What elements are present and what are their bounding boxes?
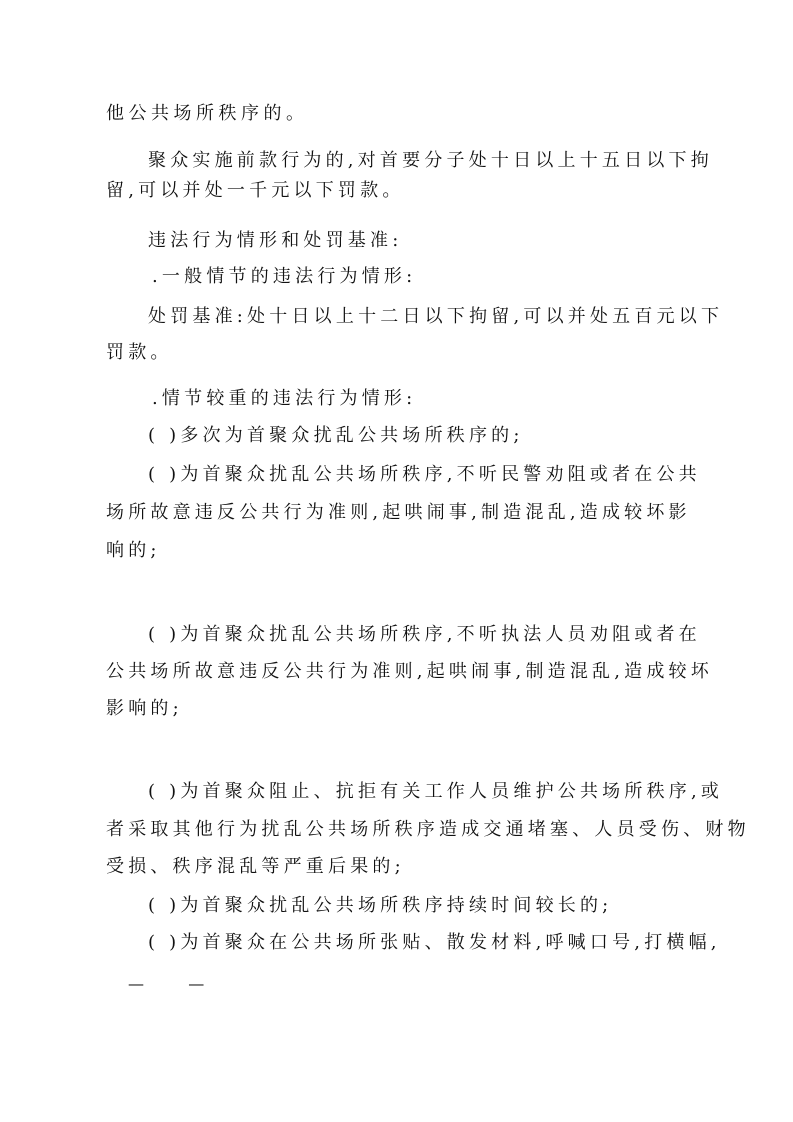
paragraph-line: 聚众实施前款行为的,对首要分子处十日以上十五日以下拘 (148, 150, 713, 171)
paragraph-line: .一般情节的违法行为情形: (152, 266, 417, 287)
paragraph-line: ( )为首聚众扰乱公共场所秩序持续时间较长的; (148, 895, 613, 916)
paragraph-line: ( )为首聚众阻止、抗拒有关工作人员维护公共场所秩序,或 (148, 781, 724, 802)
paragraph-line: 罚款。 (106, 342, 173, 363)
paragraph-line: 他公共场所秩序的。 (106, 103, 309, 124)
paragraph-line: 者采取其他行为扰乱公共场所秩序造成交通堵塞、人员受伤、财物 (106, 819, 750, 840)
paragraph-line: 影响的; (106, 698, 183, 719)
paragraph-line: 处罚基准:处十日以上十二日以下拘留,可以并处五百元以下 (148, 306, 724, 327)
paragraph-line: 违法行为情形和处罚基准: (148, 230, 403, 251)
paragraph-line: 场所故意违反公共行为准则,起哄闹事,制造混乱,造成较坏影 (106, 502, 691, 523)
paragraph-line: 公共场所故意违反公共行为准则,起哄闹事,制造混乱,造成较坏 (106, 661, 713, 682)
paragraph-line: .情节较重的违法行为情形: (152, 388, 417, 409)
paragraph-line: ( )多次为首聚众扰乱公共场所秩序的; (148, 425, 524, 446)
page-number-right-dash: — (188, 974, 205, 993)
paragraph-line: 响的; (106, 540, 161, 561)
paragraph-line: ( )为首聚众扰乱公共场所秩序,不听民警劝阻或者在公共 (148, 464, 701, 485)
paragraph-line: ( )为首聚众扰乱公共场所秩序,不听执法人员劝阻或者在 (148, 624, 701, 645)
paragraph-line: 受损、秩序混乱等严重后果的; (106, 856, 405, 877)
page-number-left-dash: — (128, 974, 144, 993)
paragraph-line: ( )为首聚众在公共场所张贴、散发材料,呼喊口号,打横幅, (148, 932, 721, 953)
paragraph-line: 留,可以并处一千元以下罚款。 (106, 180, 405, 201)
page-number-marks (128, 974, 204, 993)
